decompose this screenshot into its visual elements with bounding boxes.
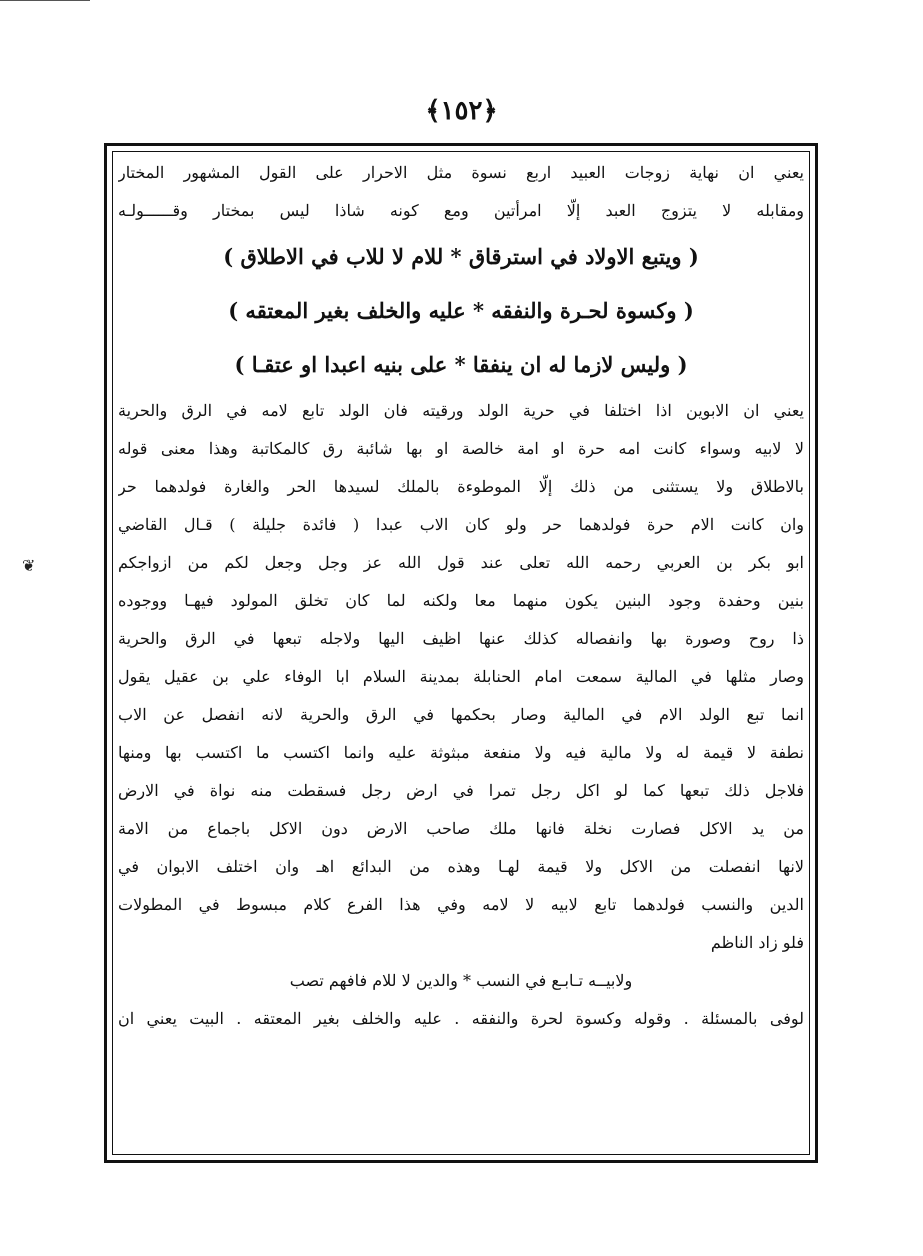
- text-line: ومقابله لا يتزوج العبد إلّا امرأتين ومع كونه شاذا ليس بمختار وقــــــولـه: [118, 201, 804, 220]
- text-line: لا لابيه وسواء كانت امه حرة او امة خالصة او بها شائبة رق كالمكاتبة وهذا معنى قوله: [118, 439, 804, 458]
- added-verse-line: ولابيــه تـابـع في النسب * والدين لا للام فافهم تصب: [289, 971, 633, 990]
- text-line: وصار مثلها في المالية سمعت امام الحنابلة بمدينة السلام ابا الوفاء علي بن عقيل يقول: [118, 667, 804, 686]
- text-line: الدين والنسب فولدهما تابع لابيه لا لامه وفي هذا الفرع كلام مبسوط في المطولات: [118, 895, 804, 914]
- text-line: لوفى بالمسئلة . وقوله وكسوة لحرة والنفقه . عليه والخلف بغير المعتقه . البيت يعني ان: [118, 1009, 804, 1028]
- text-line: نطفة لا قيمة له ولا مالية فيه ولا منفعة مبثوثة عليه وانما اكتسب ما اكتسب بها ومنها: [118, 743, 804, 762]
- page-body: [118, 154, 804, 1144]
- verse-line: ( وليس لازما له ان ينفقا * على بنيه اعبدا او عتقـا ): [234, 352, 688, 377]
- text-line: بنين وحفدة وجود البنين يكون منهما معا ولكنه لما كان تخلق المولود فيهـا ووجوده: [118, 591, 804, 610]
- text-line: يعني ان الابوين اذا اختلفا في حرية الولد ورقيته فان الولد تابع لامه في الرق والحرية: [118, 401, 804, 420]
- text-line: انما تبع الولد الام في المالية وصار بحكمها في الرق والحرية لانه انفصل عن الاب: [118, 705, 804, 724]
- text-line: فلو زاد الناظم: [710, 933, 804, 952]
- corner-scan-mark: [0, 0, 90, 9]
- text-line: بالاطلاق ولا يستثنى من ذلك إلّا الموطوءة بالملك لسيدها الحر والغارة فولدهما حر: [118, 477, 804, 496]
- page-number: ﴿١٥٢﴾: [425, 96, 498, 126]
- verse-line: ( ويتبع الاولاد في استرقاق * للام لا للاب في الاطلاق ): [223, 244, 699, 269]
- text-line: يعني ان نهاية زوجات العبيد اربع نسوة مثل الاحرار على القول المشهور المختار: [118, 163, 804, 182]
- text-line: وان كانت الام حرة فولدهما حر ولو كان الاب عبدا ( فائدة جليلة ) قـال القاضي: [118, 515, 804, 534]
- text-line: ابو بكر بن العربي رحمه الله تعلى عند قول الله عز وجل وجعل لكم من ازواجكم: [118, 553, 804, 572]
- verse-line: ( وكسوة لحـرة والنفقه * عليه والخلف بغير المعتقه ): [228, 298, 694, 323]
- text-line: لانها انفصلت من الاكل ولا قيمة لهـا وهذه من البدائع اهـ وان اختلف الابوان في: [118, 857, 804, 876]
- text-line: ذا روح وصورة بها وانفصاله كذلك عنها اظيف اليها ولاجله تبعها في الرق والحرية: [118, 629, 804, 648]
- text-line: فلاجل ذلك تبعها كما لو اكل رجل تمرا في ارض رجل فسقطت منه نواة في الارض: [118, 781, 804, 800]
- text-line: من يد الاكل فصارت نخلة فانها ملك صاحب الارض دون الاكل باجماع من الامة: [118, 819, 804, 838]
- ornament-icon: ❦: [22, 556, 36, 575]
